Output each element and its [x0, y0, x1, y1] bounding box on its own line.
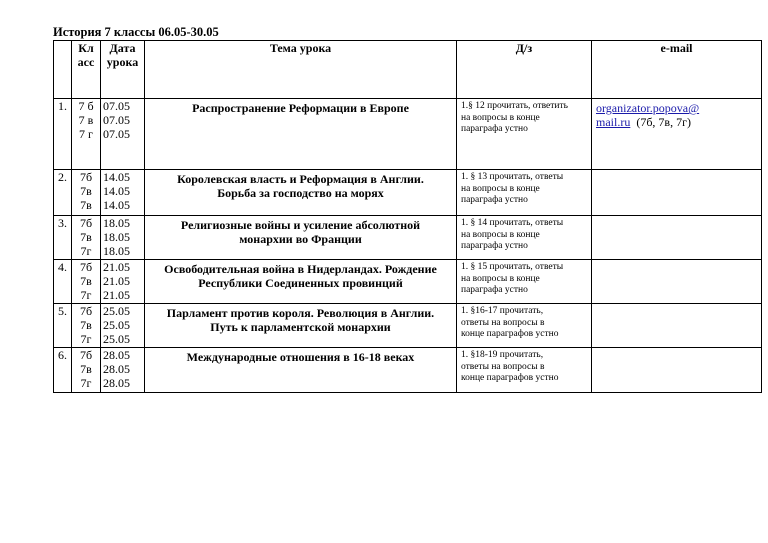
- row-topic: [145, 170, 457, 216]
- homework-line: конце параграфов устно: [461, 329, 559, 339]
- schedule-table: [53, 40, 762, 393]
- header-class-line-1: Кл: [78, 41, 94, 55]
- row-number: 2.: [54, 170, 72, 216]
- row-homework: [457, 99, 592, 170]
- topic-line: Освободительная война в Нидерландах. Рождение: [164, 262, 437, 276]
- date-cell: 25.05: [103, 318, 130, 332]
- header-class-line-2: асс: [77, 55, 95, 69]
- homework-line: 1. § 15 прочитать, ответы: [461, 262, 564, 272]
- row-classes: [72, 99, 101, 170]
- homework-line: 1. §16-17 прочитать,: [461, 306, 544, 316]
- row-number: 3.: [54, 216, 72, 260]
- header-date: [101, 41, 145, 99]
- class-cell: 7в: [80, 274, 92, 288]
- homework-line: на вопросы в конце: [461, 112, 540, 123]
- row-topic: [145, 99, 457, 170]
- row-homework: [457, 304, 592, 348]
- date-cell: 25.05: [103, 304, 130, 318]
- header-class: [72, 41, 101, 99]
- date-cell: 21.05: [103, 288, 130, 302]
- row-dates: [101, 260, 145, 304]
- class-cell: 7 б: [78, 99, 94, 113]
- row-dates: [101, 304, 145, 348]
- row-email: [592, 216, 762, 260]
- topic-line: Распространение Реформации в Европе: [192, 101, 409, 115]
- header-email: e-mail: [592, 41, 762, 99]
- homework-line: параграфа устно: [461, 241, 528, 251]
- email-link-domain[interactable]: mail.ru: [596, 115, 631, 129]
- row-classes: [72, 348, 101, 393]
- page-title: История 7 классы 06.05-30.05: [53, 25, 219, 39]
- row-classes: [72, 170, 101, 216]
- row-homework: [457, 216, 592, 260]
- row-number: 1.: [54, 99, 72, 170]
- class-cell: 7б: [79, 260, 93, 274]
- homework-line: на вопросы в конце: [461, 183, 540, 194]
- row-number: 4.: [54, 260, 72, 304]
- homework-line: 1. §18-19 прочитать,: [461, 350, 544, 360]
- homework-line: на вопросы в конце: [461, 273, 540, 284]
- row-dates: [101, 216, 145, 260]
- topic-line: монархии во Франции: [239, 232, 362, 246]
- date-cell: 14.05: [103, 184, 130, 198]
- table-header-row: [54, 41, 762, 99]
- row-email: [592, 170, 762, 216]
- row-topic: [145, 216, 457, 260]
- table-row: [54, 304, 762, 348]
- class-cell: 7б: [79, 216, 93, 230]
- class-cell: 7г: [80, 376, 92, 390]
- date-cell: 18.05: [103, 244, 130, 258]
- table-row: [54, 216, 762, 260]
- class-cell: 7г: [80, 288, 92, 302]
- class-cell: 7в: [80, 362, 92, 376]
- row-classes: [72, 304, 101, 348]
- date-cell: 07.05: [103, 99, 130, 113]
- homework-line: ответы на вопросы в: [461, 361, 545, 372]
- row-email: [592, 348, 762, 393]
- date-cell: 07.05: [103, 113, 130, 127]
- homework-line: конце параграфов устно: [461, 373, 559, 383]
- class-cell: 7б: [79, 170, 93, 184]
- topic-line: Путь к парламентской монархии: [210, 320, 391, 334]
- topic-line: Религиозные войны и усиление абсолютной: [180, 218, 421, 232]
- topic-line: Парламент против короля. Революция в Англии.: [166, 306, 435, 320]
- row-topic: [145, 348, 457, 393]
- email-link[interactable]: organizator.popova@: [596, 101, 700, 115]
- date-cell: 21.05: [103, 260, 130, 274]
- homework-line: на вопросы в конце: [461, 229, 540, 240]
- homework-line: параграфа устно: [461, 195, 528, 205]
- row-topic: [145, 260, 457, 304]
- date-cell: 28.05: [103, 348, 130, 362]
- date-cell: 28.05: [103, 362, 130, 376]
- class-cell: 7 в: [78, 113, 94, 127]
- header-num: [54, 41, 72, 99]
- homework-line: 1. § 14 прочитать, ответы: [461, 218, 564, 228]
- homework-line: 1.§ 12 прочитать, ответить: [461, 101, 568, 111]
- table-row: [54, 260, 762, 304]
- row-dates: [101, 348, 145, 393]
- date-cell: 14.05: [103, 198, 130, 212]
- date-cell: 14.05: [103, 170, 130, 184]
- row-homework: [457, 348, 592, 393]
- topic-line: Международные отношения в 16-18 веках: [186, 350, 415, 364]
- date-cell: 18.05: [103, 230, 130, 244]
- row-classes: [72, 260, 101, 304]
- table-row: [54, 170, 762, 216]
- date-cell: 28.05: [103, 376, 130, 390]
- row-dates: [101, 170, 145, 216]
- class-cell: 7г: [80, 332, 92, 346]
- class-cell: 7в: [80, 230, 92, 244]
- header-date-line-1: Дата: [109, 41, 136, 55]
- homework-line: параграфа устно: [461, 285, 528, 295]
- class-cell: 7г: [80, 244, 92, 258]
- topic-line: Королевская власть и Реформация в Англии.: [177, 172, 424, 186]
- class-cell: 7б: [79, 304, 93, 318]
- row-classes: [72, 216, 101, 260]
- header-topic: Тема урока: [145, 41, 457, 99]
- email-note: (7б, 7в, 7г): [636, 115, 692, 129]
- date-cell: 21.05: [103, 274, 130, 288]
- header-date-line-2: урока: [106, 55, 139, 69]
- table-row: [54, 99, 762, 170]
- row-number: 5.: [54, 304, 72, 348]
- topic-line: Республики Соединенных провинций: [198, 276, 403, 290]
- row-email: [592, 260, 762, 304]
- topic-line: Борьба за господство на морях: [217, 186, 384, 200]
- date-cell: 18.05: [103, 216, 130, 230]
- class-cell: 7б: [79, 348, 93, 362]
- row-homework: [457, 260, 592, 304]
- class-cell: 7 г: [79, 127, 93, 141]
- table-row: [54, 348, 762, 393]
- homework-line: ответы на вопросы в: [461, 317, 545, 328]
- row-dates: [101, 99, 145, 170]
- homework-line: параграфа устно: [461, 124, 528, 134]
- row-email: [592, 99, 762, 170]
- class-cell: 7в: [80, 184, 92, 198]
- class-cell: 7в: [80, 318, 92, 332]
- row-topic: [145, 304, 457, 348]
- date-cell: 25.05: [103, 332, 130, 346]
- homework-line: 1. § 13 прочитать, ответы: [461, 172, 564, 182]
- header-homework: Д/з: [457, 41, 592, 99]
- row-number: 6.: [54, 348, 72, 393]
- class-cell: 7в: [80, 198, 92, 212]
- row-email: [592, 304, 762, 348]
- row-homework: [457, 170, 592, 216]
- date-cell: 07.05: [103, 127, 130, 141]
